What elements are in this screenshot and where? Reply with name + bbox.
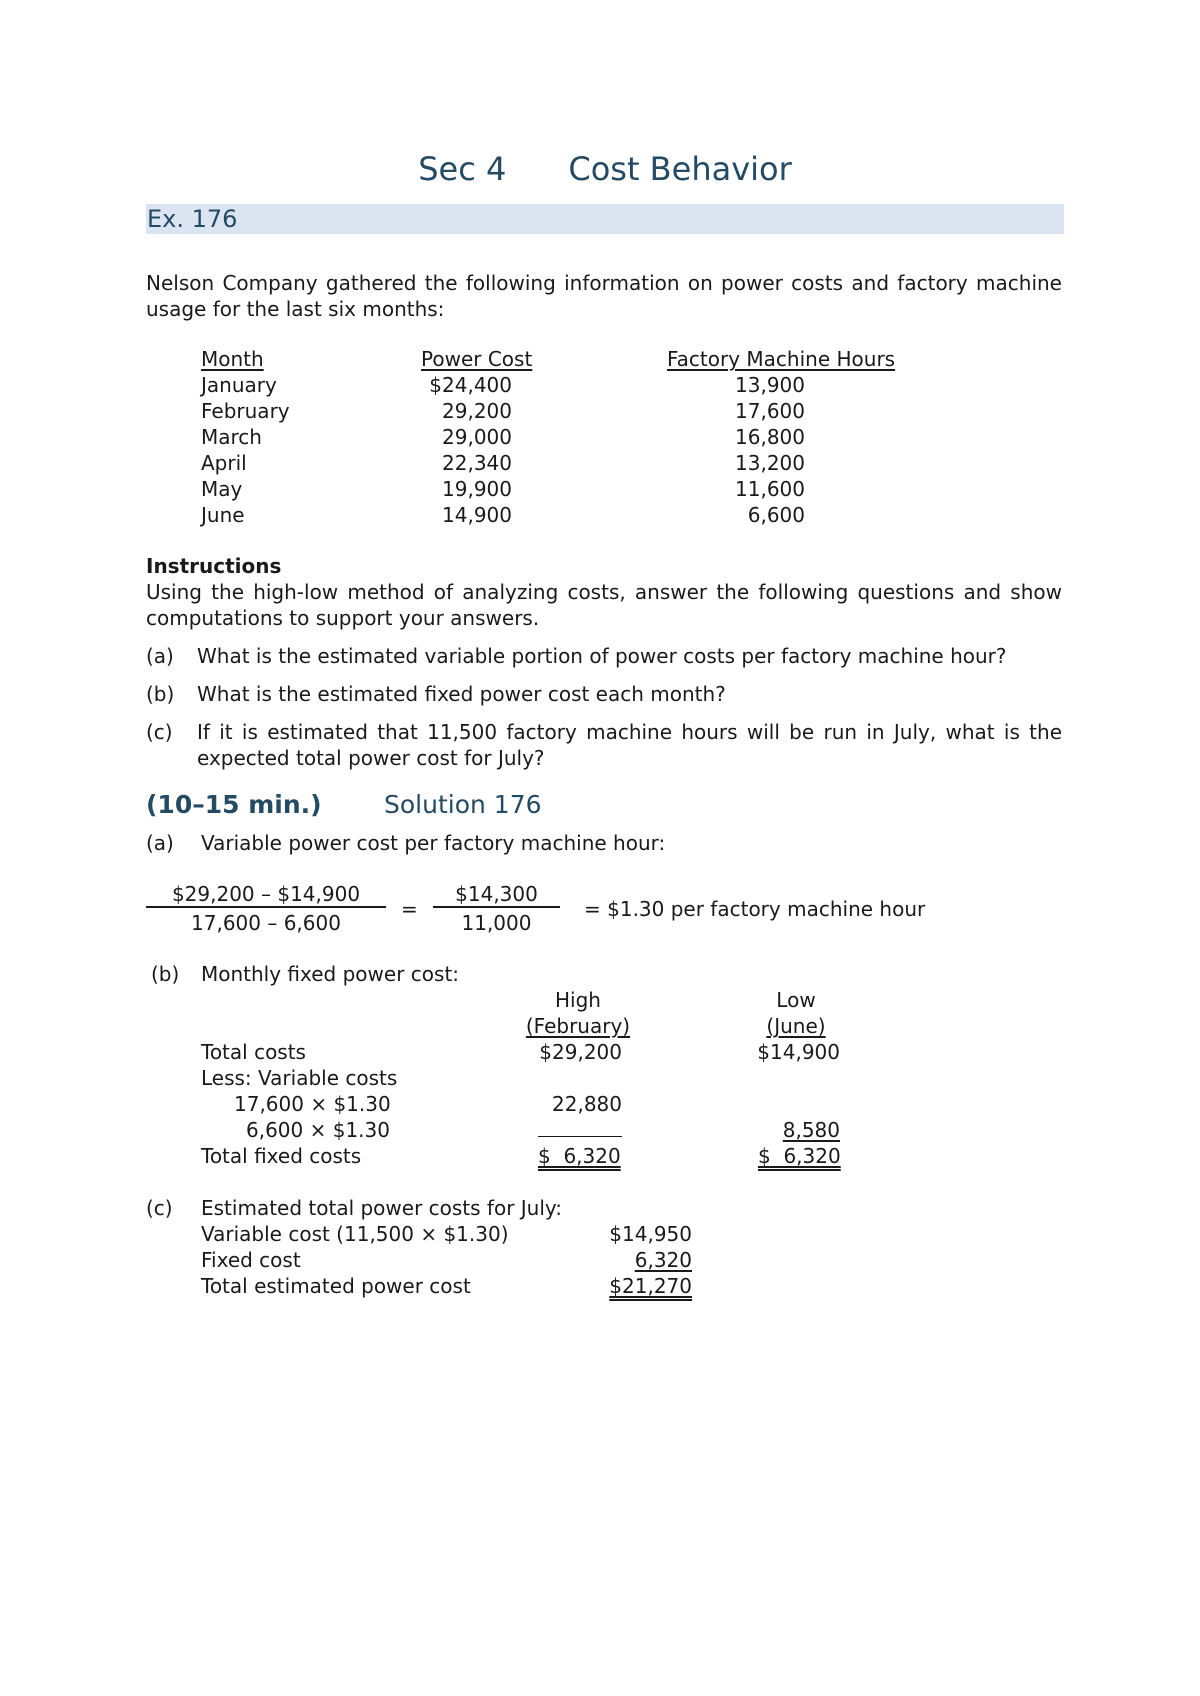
total-estimated-cost-label: Total estimated power cost [201, 1274, 471, 1298]
total-costs-high: $29,200 [539, 1040, 622, 1064]
fraction-1-numerator: $29,200 – $14,900 [171, 882, 361, 906]
solution-c-label: (c) [146, 1196, 173, 1220]
page-title [0, 150, 1200, 188]
table-cell-machine-hours: 16,800 [735, 425, 805, 449]
table-cell-month: April [201, 451, 247, 475]
question-label: (c) [146, 720, 173, 744]
table-cell-power-cost: 19,900 [442, 477, 512, 501]
instructions-text: Using the high-low method of analyzing costs, answer the following questions and show computations to support your answers. [146, 580, 1062, 630]
fixed-cost-label: Fixed cost [201, 1248, 301, 1272]
table-cell-machine-hours: 13,900 [735, 373, 805, 397]
table-cell-machine-hours: 13,200 [735, 451, 805, 475]
fixed-cost-value: 6,320 [634, 1248, 692, 1272]
table-cell-month: June [201, 503, 245, 527]
total-fixed-costs-label: Total fixed costs [201, 1144, 362, 1168]
question-label: (b) [146, 682, 175, 706]
solution-b-label: (b) [151, 962, 180, 986]
total-costs-label: Total costs [201, 1040, 306, 1064]
instructions-heading: Instructions [146, 554, 282, 578]
table-header-month: Month [201, 347, 264, 371]
less-variable-costs-label: Less: Variable costs [201, 1066, 398, 1090]
column-low-month: (June) [766, 1014, 826, 1038]
table-cell-power-cost: 29,200 [442, 399, 512, 423]
table-cell-machine-hours: 6,600 [747, 503, 805, 527]
fraction-1-bar [146, 906, 386, 908]
variable-cost-value: $14,950 [609, 1222, 692, 1246]
question-label: (a) [146, 644, 174, 668]
variable-cost-high: 22,880 [552, 1092, 622, 1116]
exercise-intro: Nelson Company gathered the following information on power costs and factory machine usage for the last six months: [146, 271, 1062, 321]
table-cell-power-cost: 22,340 [442, 451, 512, 475]
total-fixed-costs-high: $ 6,320 [538, 1144, 621, 1168]
question-text: What is the estimated fixed power cost each month? [197, 682, 726, 706]
column-high: High [555, 988, 601, 1012]
question-text: What is the estimated variable portion of power costs per factory machine hour? [197, 644, 1007, 668]
table-header-machine-hours: Factory Machine Hours [667, 347, 896, 371]
table-cell-month: May [201, 477, 243, 501]
table-cell-power-cost: 29,000 [442, 425, 512, 449]
table-cell-month: January [201, 373, 277, 397]
fraction-2-denominator: 11,000 [461, 911, 532, 935]
variable-calc-low: 6,600 × $1.30 [246, 1118, 390, 1142]
equals-sign: = [401, 897, 418, 921]
section-number: Sec 4 [418, 150, 507, 188]
solution-a-label: (a) [146, 831, 174, 855]
table-cell-machine-hours: 17,600 [735, 399, 805, 423]
column-high-month: (February) [525, 1014, 631, 1038]
section-title: Cost Behavior [568, 150, 792, 188]
variable-rate-result: = $1.30 per factory machine hour [584, 897, 926, 921]
variable-cost-label: Variable cost (11,500 × $1.30) [201, 1222, 509, 1246]
total-fixed-costs-low: $ 6,320 [758, 1144, 841, 1168]
exercise-header-bar [146, 204, 1064, 234]
solution-title: Solution 176 [384, 790, 542, 819]
solution-c-heading: Estimated total power costs for July: [201, 1196, 563, 1220]
table-cell-power-cost: 14,900 [442, 503, 512, 527]
table-cell-power-cost: $24,400 [429, 373, 512, 397]
fraction-2-numerator: $14,300 [455, 882, 538, 906]
fraction-2-bar [433, 906, 560, 908]
table-header-power-cost: Power Cost [421, 347, 533, 371]
high-column-rule [538, 1136, 622, 1137]
table-cell-month: February [201, 399, 290, 423]
solution-a-heading: Variable power cost per factory machine hour: [201, 831, 666, 855]
solution-time: (10–15 min.) [146, 790, 322, 819]
question-text: If it is estimated that 11,500 factory machine hours will be run in July, what is the expected total power cost for July? [197, 720, 1062, 770]
variable-cost-low: 8,580 [782, 1118, 840, 1142]
total-estimated-cost-value: $21,270 [609, 1274, 692, 1298]
variable-calc-high: 17,600 × $1.30 [234, 1092, 391, 1116]
exercise-label: Ex. 176 [147, 205, 238, 233]
table-cell-month: March [201, 425, 262, 449]
column-low: Low [776, 988, 816, 1012]
solution-b-heading: Monthly fixed power cost: [201, 962, 460, 986]
fraction-1-denominator: 17,600 – 6,600 [191, 911, 341, 935]
total-costs-low: $14,900 [757, 1040, 840, 1064]
table-cell-machine-hours: 11,600 [735, 477, 805, 501]
